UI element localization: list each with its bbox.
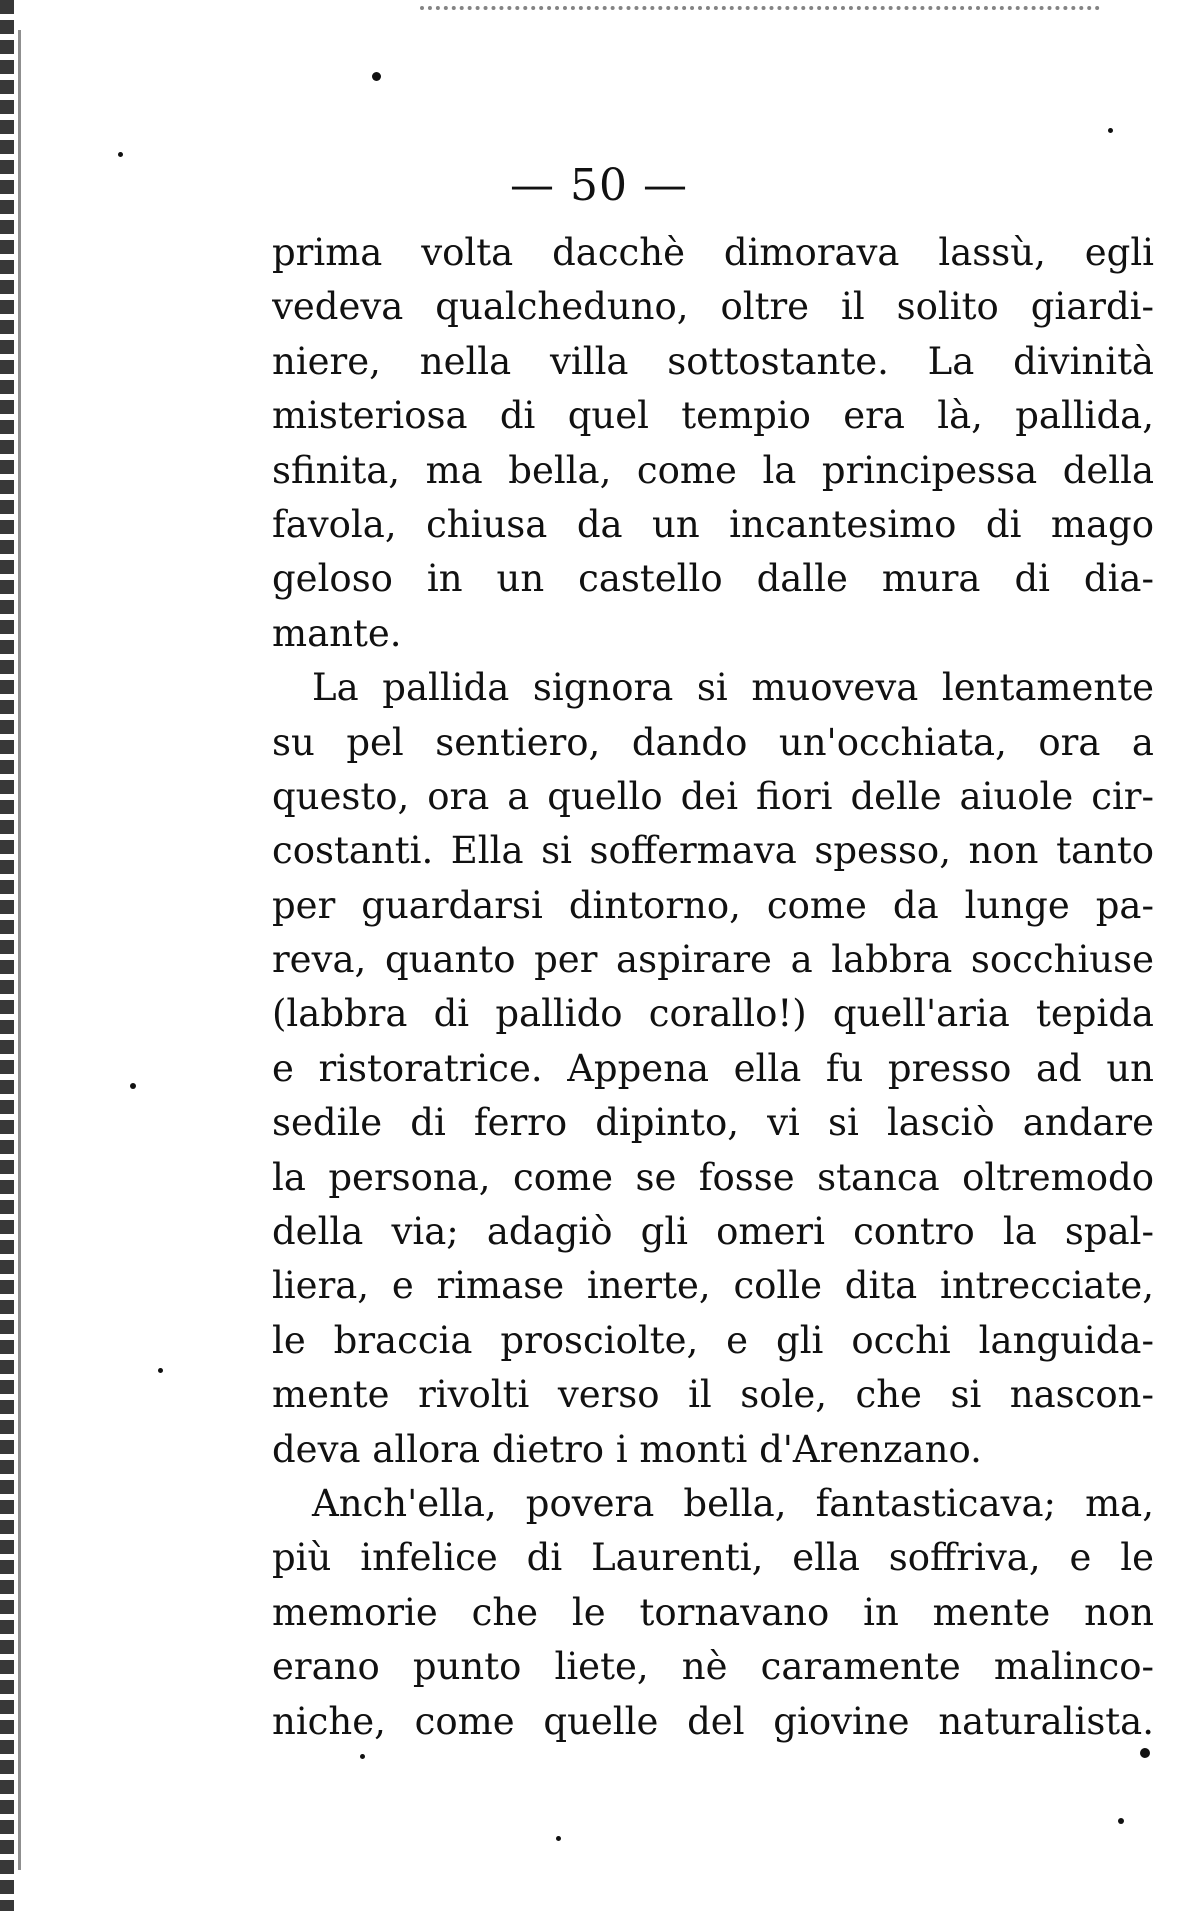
text-line: vedeva qualcheduno, oltre il solito giardi- <box>272 285 1154 329</box>
text-line: mente rivolti verso il sole, che si nascon- <box>272 1373 1154 1417</box>
text-line: questo, ora a quello dei fiori delle aiuole cir- <box>272 774 1154 818</box>
scan-speck <box>1140 1748 1150 1758</box>
text-line: deva allora dietro i monti d'Arenzano. <box>272 1427 982 1471</box>
text-line: prima volta dacchè dimorava lassù, egli <box>272 231 1154 274</box>
text-line: erano punto liete, nè caramente malinco- <box>272 1645 1154 1689</box>
text-line: sfinita, ma bella, come la principessa della <box>272 448 1154 492</box>
text-line: La pallida signora si muoveva lentamente <box>312 666 1154 710</box>
text-line: favola, chiusa da un incantesimo di mago <box>272 502 1154 546</box>
scan-speck <box>130 1083 136 1089</box>
text-line: sedile di ferro dipinto, vi si lasciò andare <box>272 1101 1154 1145</box>
text-line: più infelice di Laurenti, ella soffriva, e le <box>272 1536 1154 1580</box>
text-line: Anch'ella, povera bella, fantasticava; ma, <box>312 1481 1154 1525</box>
text-line: liera, e rimase inerte, colle dita intrecciate, <box>272 1264 1154 1308</box>
scan-speck <box>360 1754 365 1759</box>
scan-speck <box>158 1368 163 1373</box>
text-line: della via; adagiò gli omeri contro la spal- <box>272 1210 1154 1254</box>
text-line: reva, quanto per aspirare a labbra socchiuse <box>272 938 1154 982</box>
text-line: mante. <box>272 611 402 655</box>
text-line: misteriosa di quel tempio era là, pallida, <box>272 394 1154 438</box>
text-line: niche, come quelle del giovine naturalista. <box>272 1699 1154 1743</box>
scan-noise-top <box>420 6 1100 22</box>
text-line: geloso in un castello dalle mura di dia- <box>272 557 1154 601</box>
text-line: la persona, come se fosse stanca oltremodo <box>272 1155 1154 1199</box>
text-line: costanti. Ella si soffermava spesso, non tanto <box>272 829 1154 873</box>
scan-speck <box>556 1836 561 1841</box>
text-line: (labbra di pallido corallo!) quell'aria tepida <box>272 992 1154 1036</box>
scan-speck <box>118 152 123 157</box>
scan-speck <box>1118 1818 1124 1824</box>
text-line: le braccia prosciolte, e gli occhi languida- <box>272 1318 1154 1362</box>
text-line: su pel sentiero, dando un'occhiata, ora a <box>272 720 1154 764</box>
text-line: memorie che le tornavano in mente non <box>272 1590 1154 1634</box>
text-line: e ristoratrice. Appena ella fu presso ad un <box>272 1046 1154 1090</box>
page-number: — 50 — <box>510 160 688 211</box>
text-line: per guardarsi dintorno, come da lunge pa- <box>272 883 1154 927</box>
binding-edge <box>18 30 21 1870</box>
scan-speck <box>372 72 381 81</box>
text-line: niere, nella villa sottostante. La divinità <box>272 339 1154 383</box>
body-text <box>272 226 1154 1749</box>
scan-speck <box>1108 128 1113 133</box>
book-spine-shadow <box>0 0 14 1911</box>
